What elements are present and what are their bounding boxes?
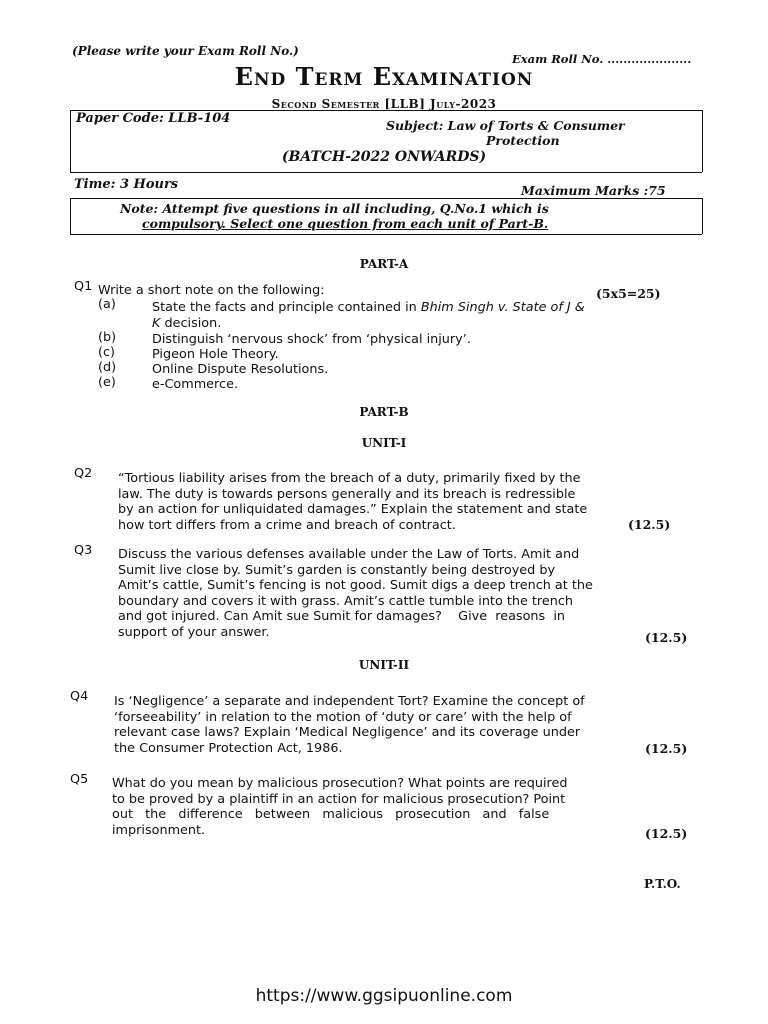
please-turn-over: P.T.O. <box>644 877 681 891</box>
q5-line: What do you mean by malicious prosecution? What points are required <box>112 776 568 791</box>
q4-line: relevant case laws? Explain ‘Medical Negligence’ and its coverage under <box>114 725 581 740</box>
q1-item-a-label: (a) <box>98 297 116 312</box>
q3-line: support of your answer. <box>118 624 270 640</box>
question-number-q4: Q4 <box>70 689 89 704</box>
paper-code: Paper Code: LLB-104 <box>76 111 231 126</box>
info-box-bottom-border <box>70 172 702 173</box>
q3-line: Sumit live close by. Sumit’s garden is constantly being destroyed by <box>118 562 556 578</box>
q1-item-a-line1: State the facts and principle contained in <box>152 300 417 315</box>
question-number-q1: Q1 <box>74 279 93 294</box>
q3-line: Discuss the various defenses available under the Law of Torts. Amit and <box>118 547 580 562</box>
note-line-2: compulsory. Select one question from each unit of Part-B. <box>142 216 549 231</box>
note-box-right-border <box>702 198 703 234</box>
q3-line: Amit’s cattle, Sumit’s fencing is not good. Sumit digs a deep trench at the <box>118 578 593 593</box>
q1-item-b-label: (b) <box>98 330 117 345</box>
source-url-link[interactable]: https://www.ggsipuonline.com <box>255 986 513 1006</box>
note-line-1: Note: Attempt five questions in all including, Q.No.1 which is <box>120 201 549 216</box>
note-box-top-border <box>70 198 702 199</box>
subject <box>386 118 696 148</box>
q1-item-d-label: (d) <box>98 360 117 375</box>
q1-item-c: Pigeon Hole Theory. <box>152 347 279 362</box>
q2-line: by an action for unliquidated damages.” Explain the statement and state <box>118 502 588 517</box>
maximum-marks: Maximum Marks :75 <box>521 183 666 198</box>
note-box-bottom-border <box>70 234 702 235</box>
q1-marks: (5x5=25) <box>596 286 661 301</box>
q1-item-e-label: (e) <box>98 375 116 390</box>
note-box-left-border <box>70 198 71 234</box>
part-a-heading: PART-A <box>359 257 409 271</box>
exam-title: End Term Examination <box>234 62 534 91</box>
unit-2-heading: UNIT-II <box>358 658 410 672</box>
q3-line: and got injured. Can Amit sue Sumit for damages? Give reasons in <box>118 609 565 624</box>
q3-text <box>118 547 696 640</box>
unit-1-heading: UNIT-I <box>361 436 407 450</box>
q1-item-a-case-name: Bhim Singh v. State of J & <box>420 300 585 315</box>
semester-line: Second Semester [LLB] July-2023 <box>271 97 497 111</box>
batch: (BATCH-2022 ONWARDS) <box>281 149 487 165</box>
q2-marks: (12.5) <box>628 517 671 532</box>
subject-line-1: Subject: Law of Torts & Consumer <box>386 118 625 133</box>
q4-marks: (12.5) <box>645 741 688 756</box>
q5-text <box>112 776 696 838</box>
question-number-q3: Q3 <box>74 543 93 558</box>
q1-item-a-line2: decision. <box>164 315 222 331</box>
roll-number-instruction: (Please write your Exam Roll No.) <box>72 44 299 58</box>
q1-item-c-label: (c) <box>98 345 116 360</box>
q4-text <box>114 694 696 756</box>
q1-item-a <box>152 300 697 331</box>
q5-line: to be proved by a plaintiff in an action for malicious prosecution? Point <box>112 791 566 807</box>
q5-line: imprisonment. <box>112 822 206 838</box>
question-number-q2: Q2 <box>74 466 93 481</box>
q2-line: how tort differs from a crime and breach of contract. <box>118 517 456 533</box>
q1-item-e: e-Commerce. <box>152 377 239 392</box>
q4-line: the Consumer Protection Act, 1986. <box>114 740 343 756</box>
q5-line: out the difference between malicious prosecution and false <box>112 807 550 822</box>
q4-line: ‘forseeability’ in relation to the motion of ‘duty or care’ with the help of <box>114 709 572 725</box>
part-b-heading: PART-B <box>359 405 409 419</box>
q1-item-b: Distinguish ‘nervous shock’ from ‘physical injury’. <box>152 332 471 347</box>
q2-line: law. The duty is towards persons generally and its breach is redressible <box>118 486 576 502</box>
q1-text: Write a short note on the following: <box>98 283 325 298</box>
q4-line: Is ‘Negligence’ a separate and independent Tort? Examine the concept of <box>114 694 585 709</box>
q1-item-d: Online Dispute Resolutions. <box>152 362 329 377</box>
q2-text <box>118 471 696 533</box>
subject-line-2: Protection <box>486 133 560 148</box>
q5-marks: (12.5) <box>645 826 688 841</box>
question-number-q5: Q5 <box>70 772 89 787</box>
q2-line: “Tortious liability arises from the breach of a duty, primarily fixed by the <box>118 471 581 486</box>
q1-item-a-case-name-end: K <box>152 315 161 331</box>
exam-time: Time: 3 Hours <box>74 177 179 192</box>
q3-line: boundary and covers it with grass. Amit’s cattle tumble into the trench <box>118 593 574 609</box>
q3-marks: (12.5) <box>645 630 688 645</box>
exam-roll-number-field: Exam Roll No. ..................... <box>512 52 692 66</box>
instructions-note <box>120 201 660 231</box>
